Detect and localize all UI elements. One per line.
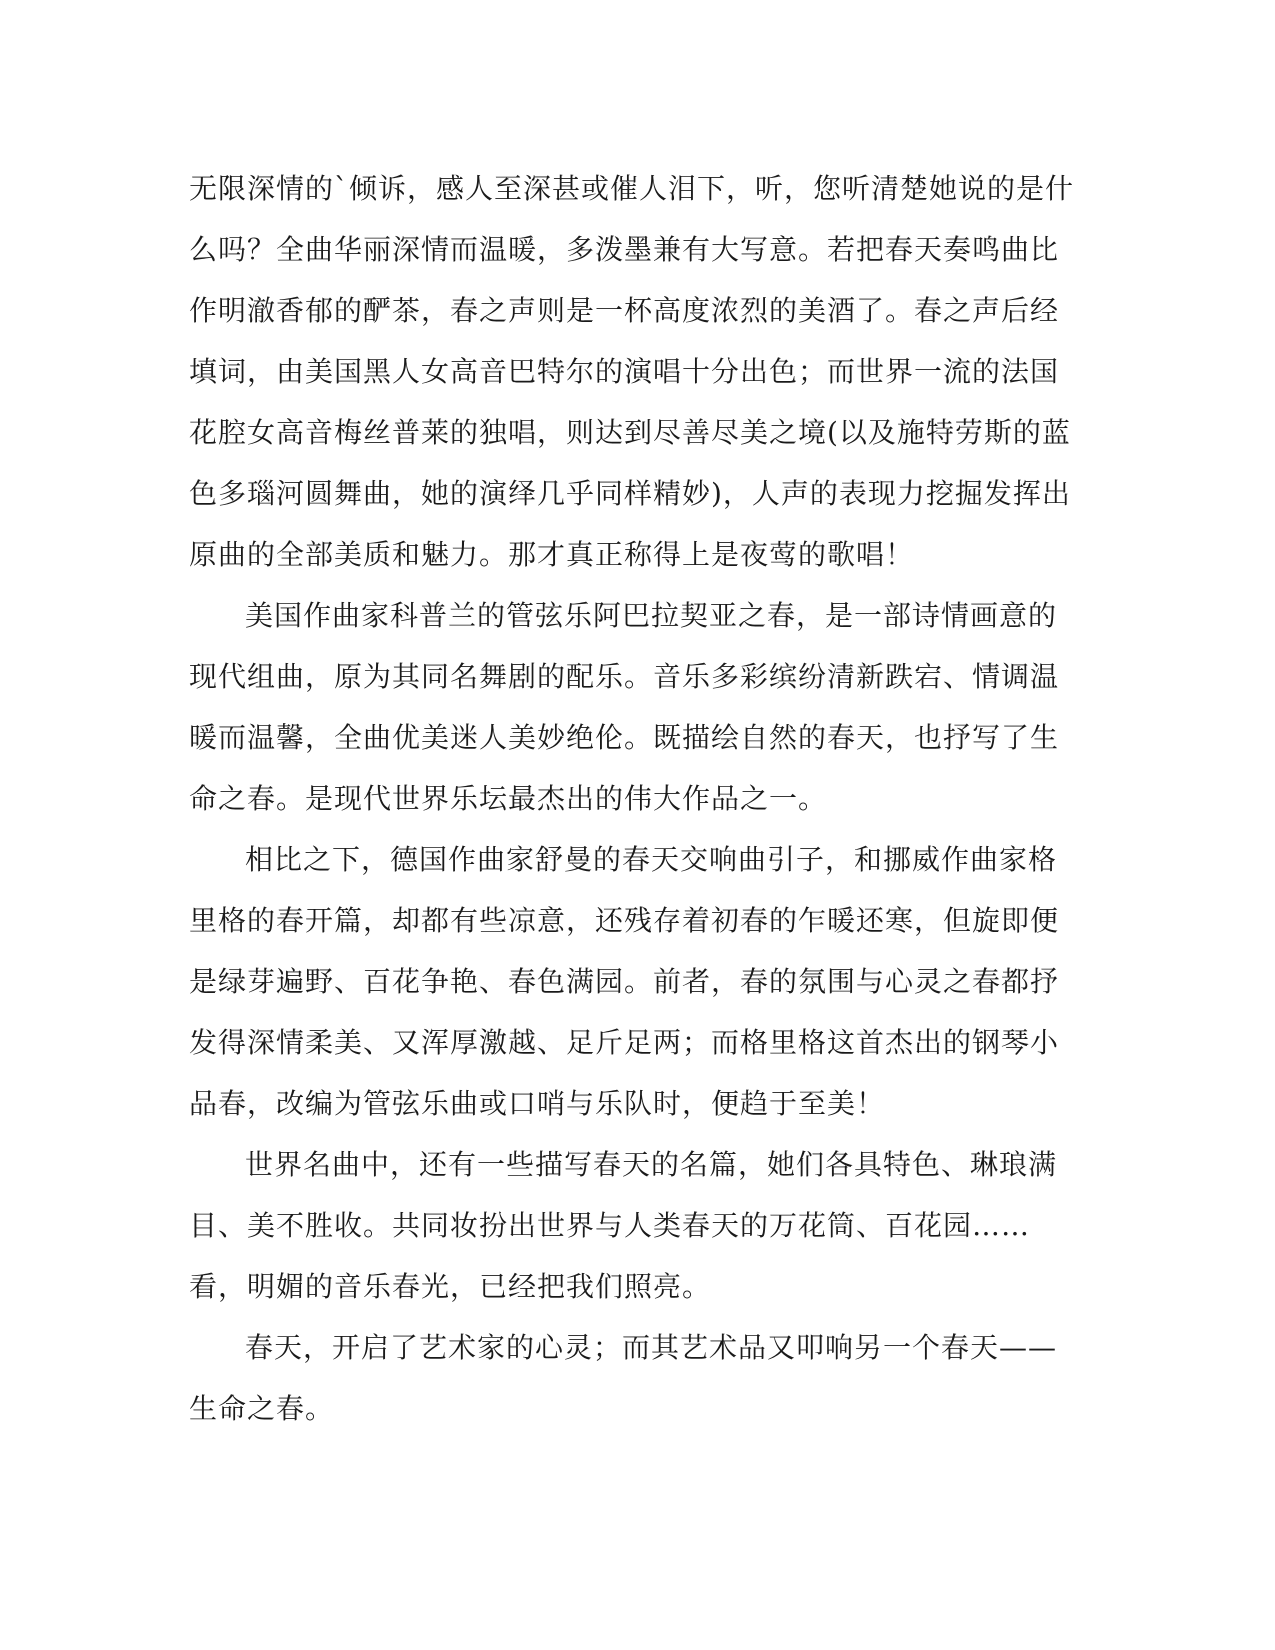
paragraph-conclusion: 春天，开启了艺术家的心灵；而其艺术品又叩响另一个春天——生命之春。 — [189, 1331, 1058, 1425]
paragraph-world-classics: 世界名曲中，还有一些描写春天的名篇，她们各具特色、琳琅满目、美不胜收。共同妆扮出世界与人类春天的万花筒、百花园……看，明媚的音乐春光，已经把我们照亮。 — [189, 1148, 1058, 1303]
paragraph-schumann-grieg: 相比之下，德国作曲家舒曼的春天交响曲引子，和挪威作曲家格里格的春开篇，却都有些凉意，还残存着初春的乍暖还寒，但旋即便是绿芽遍野、百花争艳、春色满园。前者，春的氛围与心灵之春都抒发得深情柔美、又浑厚激越、足斤足两；而格里格这首杰出的钢琴小品春，改编为管弦乐曲或口哨与乐队时，便趋于至美！ — [189, 843, 1060, 1120]
document-body — [189, 158, 1079, 1439]
paragraph-copland: 美国作曲家科普兰的管弦乐阿巴拉契亚之春，是一部诗情画意的现代组曲，原为其同名舞剧的配乐。音乐多彩缤纷清新跌宕、情调温暖而温馨，全曲优美迷人美妙绝伦。既描绘自然的春天，也抒写了生命之春。是现代世界乐坛最杰出的伟大作品之一。 — [189, 599, 1060, 815]
paragraph-continuation: 无限深情的`倾诉，感人至深甚或催人泪下，听，您听清楚她说的是什么吗？全曲华丽深情而温暖，多泼墨兼有大写意。若把春天奏鸣曲比作明澈香郁的酽茶，春之声则是一杯高度浓烈的美酒了。春之声后经填词，由美国黑人女高音巴特尔的演唱十分出色；而世界一流的法国花腔女高音梅丝普莱的独唱，则达到尽善尽美之境(以及施特劳斯的蓝色多瑙河圆舞曲，她的演绎几乎同样精妙)，人声的表现力挖掘发挥出原曲的全部美质和魅力。那才真正称得上是夜莺的歌唱！ — [189, 172, 1075, 571]
